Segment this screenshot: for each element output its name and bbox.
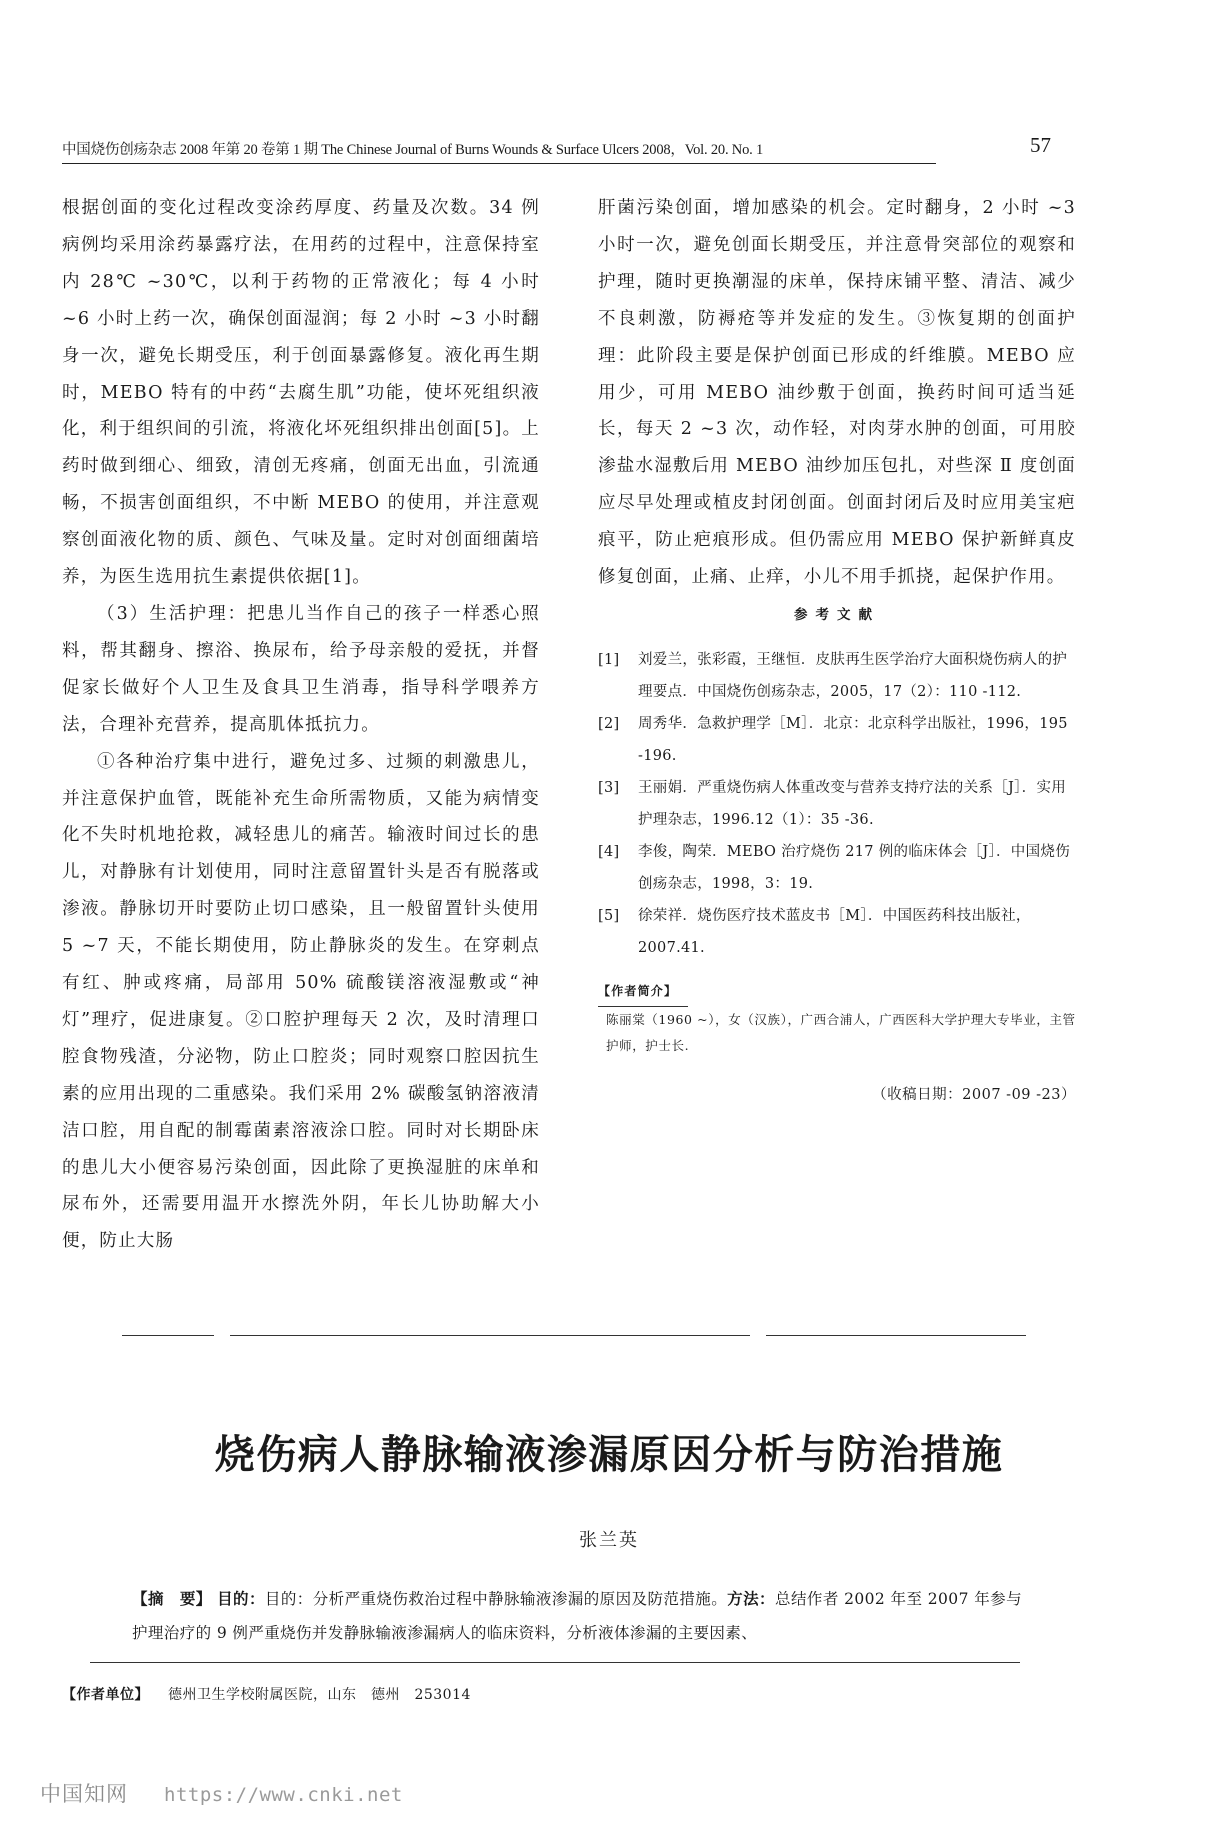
reference-item [598,900,1076,964]
references-list [598,644,1076,964]
author-bio-label: 【作者简介】 [598,978,688,1007]
reference-text: 王丽娟．严重烧伤病人体重改变与营养支持疗法的关系［J］．实用护理杂志，1996.12（1）：35 -36. [638,779,1067,828]
left-paragraph-3: ①各种治疗集中进行，避免过多、过频的刺激患儿，并注意保护血管，既能补充生命所需物质，又能为病情变化不失时机地抢救，减轻患儿的痛苦。输液时间过长的患儿，对静脉有计划使用，同时注意留置针头是否有脱落或渗液。静脉切开时要防止切口感染，且一般留置针头使用 5 ~7 天，不能长期使用，防止静脉炎的发生。在穿刺点有红、肿或疼痛，局部用 50% 硫酸镁溶液湿敷或“神灯”理疗，促进康复。②口腔护理每天 2 次，及时清理口腔食物残渣，分泌物，防止口腔炎；同时观察口腔因抗生素的应用出现的二重感染。我们采用 2% 碳酸氢钠溶液清洁口腔，用自配的制霉菌素溶液涂口腔。同时对长期卧床的患儿大小便容易污染创面，因此除了更换湿脏的床单和尿布外，还需要用温开水擦洗外阴，年长儿协助解大小便，防止大肠 [62,751,540,1252]
affiliation-text: 德州卫生学校附属医院，山东 德州 253014 [167,1687,471,1703]
objective-label: 目的： [217,1590,265,1608]
watermark [40,1778,403,1808]
author-bio [598,978,1076,1059]
article-author: 张兰英 [579,1530,639,1551]
reference-item [598,772,1076,836]
section-divider [766,1335,1026,1336]
reference-number: [1] [598,651,620,668]
reference-number: [4] [598,843,620,860]
objective-text: 目的：分析严重烧伤救治过程中静脉输液渗漏的原因及防范措施。 [264,1590,728,1608]
reference-text: 刘爱兰，张彩霞，王继恒．皮肤再生医学治疗大面积烧伤病人的护理要点．中国烧伤创疡杂志，2005，17（2）：110 -112. [638,651,1068,700]
right-paragraph-1: 肝菌污染创面，增加感染的机会。定时翻身，2 小时 ~3 小时一次，避免创面长期受压，并注意骨突部位的观察和护理，随时更换潮湿的床单，保持床铺平整、清洁、减少不良刺激，防褥疮等并发症的发生。③恢复期的创面护理：此阶段主要是保护创面已形成的纤维膜。MEBO 应用少，可用 MEBO 油纱敷于创面，换药时间可适当延长，每天 2 ~3 次，动作轻，对肉芽水肿的创面，可用胶渗盐水湿敷后用 MEBO 油纱加压包扎，对些深 Ⅱ 度创面应尽早处理或植皮封闭创面。创面封闭后及时应用美宝疤痕平，防止疤痕形成。但仍需应用 MEBO 保护新鲜真皮修复创面，止痛、止痒，小儿不用手抓挠，起保护作用。 [598,198,1076,588]
running-head: 中国烧伤创疡杂志 2008 年第 20 卷第 1 期 The Chinese Journal of Burns Wounds & Surface Ulcers 2008，Vol. 20. No. 1 [62,138,936,164]
received-date: （收稿日期：2007 -09 -23） [872,1086,1076,1103]
reference-item [598,836,1076,900]
reference-item [598,644,1076,708]
reference-text: 李俊，陶荣．MEBO 治疗烧伤 217 例的临床体会［J］．中国烧伤创疡杂志，1998，3：19. [638,843,1071,892]
section-divider [230,1335,750,1336]
method-text: 总结作者 2002 年至 2007 年参与护理治疗的 9 例严重烧伤并发静脉输液渗漏病人的临床资料，分析液体渗漏的主要因素、 [132,1590,1022,1642]
abstract [132,1582,1022,1650]
reference-text: 周秀华．急救护理学［M］．北京：北京科学出版社，1996，195 -196. [638,715,1068,764]
reference-text: 徐荣祥．烧伤医疗技术蓝皮书［M］．中国医药科技出版社，2007.41. [638,907,1031,956]
affiliation-label: 【作者单位】 [62,1687,149,1703]
page-number: 57 [1030,133,1051,157]
references-heading: 参考文献 [794,606,880,623]
author-bio-text: 陈丽棠（1960 ~），女（汉族），广西合浦人，广西医科大学护理大专毕业，主管护师，护士长. [606,1011,1076,1053]
affiliation [62,1684,471,1704]
reference-number: [3] [598,779,620,796]
left-paragraph-1: 根据创面的变化过程改变涂药厚度、药量及次数。34 例病例均采用涂药暴露疗法，在用药的过程中，注意保持室内 28℃ ~30℃，以利于药物的正常液化；每 4 小时 ~6 小时上药一次，确保创面湿润；每 2 小时 ~3 小时翻身一次，避免长期受压，利于创面暴露修复。液化再生期时，MEBO 特有的中药“去腐生肌”功能，使坏死组织液化，利于组织间的引流，将液化坏死组织排出创面[5]。上药时做到细心、细致，清创无疼痛，创面无出血，引流通畅，不损害创面组织，不中断 MEBO 的使用，并注意观察创面液化物的质、颜色、气味及量。定时对创面细菌培养，为医生选用抗生素提供依据[1]。 [62,198,540,588]
cnki-logo: 中国知网 [40,1782,128,1806]
left-column [62,190,540,1260]
reference-item [598,708,1076,772]
left-paragraph-2: （3）生活护理：把患儿当作自己的孩子一样悉心照料，帮其翻身、擦浴、换尿布，给予母亲般的爱抚，并督促家长做好个人卫生及食具卫生消毒，指导科学喂养方法，合理补充营养，提高肌体抵抗力。 [62,603,540,735]
watermark-url: https://www.cnki.net [164,1784,403,1806]
section-divider [122,1335,214,1336]
right-column [598,190,1076,1114]
abstract-rule [90,1662,1020,1663]
reference-number: [2] [598,715,620,732]
article-title: 烧伤病人静脉输液渗漏原因分析与防治措施 [214,1432,1004,1478]
reference-number: [5] [598,907,620,924]
method-label: 方法： [727,1590,775,1608]
abstract-label: 【摘 要】 [132,1590,212,1608]
